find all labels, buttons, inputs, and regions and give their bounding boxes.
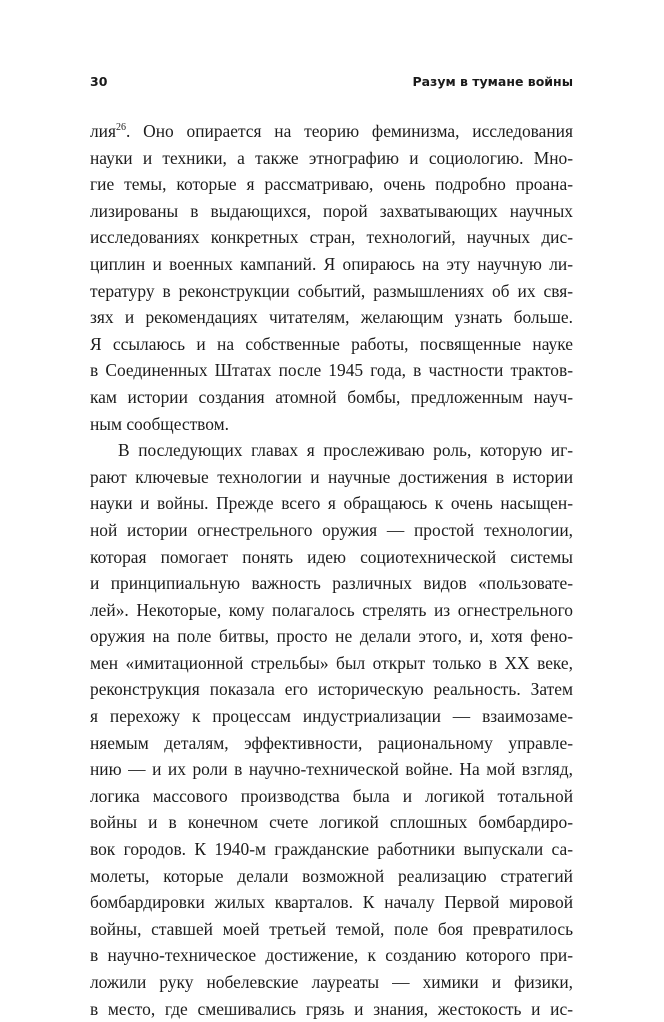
- text-line: реконструкция показала его историческую реальность. Затем: [90, 679, 573, 700]
- body-text: [90, 118, 573, 1022]
- text-line: зях и рекомендациях читателям, желающим узнать больше.: [90, 307, 573, 328]
- footnote-reference[interactable]: 26: [115, 122, 126, 133]
- text-line: нию — и их роли в научно-технической войне. На мой взгляд,: [90, 759, 573, 780]
- text-line: которая помогает понять идею социотехнической системы: [90, 546, 573, 567]
- text-line: тературу в реконструкции событий, размышлениях об их свя-: [90, 280, 573, 301]
- text-line: [90, 118, 573, 145]
- text-line: я перехожу к процессам индустриализации — взаимозаме-: [90, 706, 573, 727]
- text-line: в Соединенных Штатах после 1945 года, в частности трактов-: [90, 360, 573, 381]
- running-header: [90, 74, 573, 94]
- text-line: в научно-техническое достижение, к созданию которого при-: [90, 945, 573, 966]
- text-line: и принципиальную важность различных видов «пользовате-: [90, 573, 573, 594]
- text-line: ной истории огнестрельного оружия — простой технологии,: [90, 519, 573, 540]
- book-title: Разум в тумане войны: [412, 74, 573, 89]
- text-line: ным сообществом.: [90, 413, 229, 434]
- text-line: молеты, которые делали возможной реализацию стратегий: [90, 865, 573, 886]
- text-line: вок городов. К 1940-м гражданские работники выпускали са-: [90, 839, 573, 860]
- text-line: логика массового производства была и логикой тотальной: [90, 785, 573, 806]
- text-line: войны, ставшей моей третьей темой, поле боя превратилось: [90, 918, 573, 939]
- text-line: лизированы в выдающихся, порой захватывающих научных: [90, 200, 573, 221]
- text-line: В последующих главах я прослеживаю роль, которую иг-: [118, 440, 573, 461]
- text-line: бомбардировки жилых кварталов. К началу Первой мировой: [90, 892, 573, 913]
- text-line: науки и техники, а также этнографию и социологию. Мно-: [90, 147, 573, 168]
- text-line: ложили руку нобелевские лауреаты — химики и физики,: [90, 972, 573, 992]
- text-line: мен «имитационной стрельбы» был открыт только в XX веке,: [90, 652, 573, 673]
- text-line: науки и войны. Прежде всего я обращаюсь к очень насыщен-: [90, 493, 573, 514]
- text-fragment: . Оно опирается на теорию феминизма, исследования: [125, 121, 573, 141]
- text-line: войны и в конечном счете логикой сплошных бомбардиро-: [90, 812, 573, 833]
- text-line: гие темы, которые я рассматриваю, очень подробно проана-: [90, 174, 573, 195]
- text-line: Я ссылаюсь и на собственные работы, посвященные науке: [90, 333, 573, 354]
- text-fragment: лия: [90, 121, 116, 141]
- text-line: кам истории создания атомной бомбы, предложенным науч-: [90, 386, 573, 407]
- text-line: исследованиях конкретных стран, технологий, научных дис-: [90, 227, 573, 248]
- text-line: няемым деталям, эффективности, рациональному управле-: [90, 732, 573, 753]
- text-line: оружия на поле битвы, просто не делали этого, и, хотя фено-: [90, 626, 573, 647]
- text-line: циплин и военных кампаний. Я опираюсь на эту научную ли-: [90, 253, 573, 274]
- page-number: 30: [90, 74, 108, 89]
- text-line: в место, где смешивались грязь и знания, жестокость и ис-: [90, 998, 573, 1019]
- text-line: рают ключевые технологии и научные достижения в истории: [90, 466, 573, 487]
- text-line: лей». Некоторые, кому полагалось стрелять из огнестрельного: [90, 599, 573, 620]
